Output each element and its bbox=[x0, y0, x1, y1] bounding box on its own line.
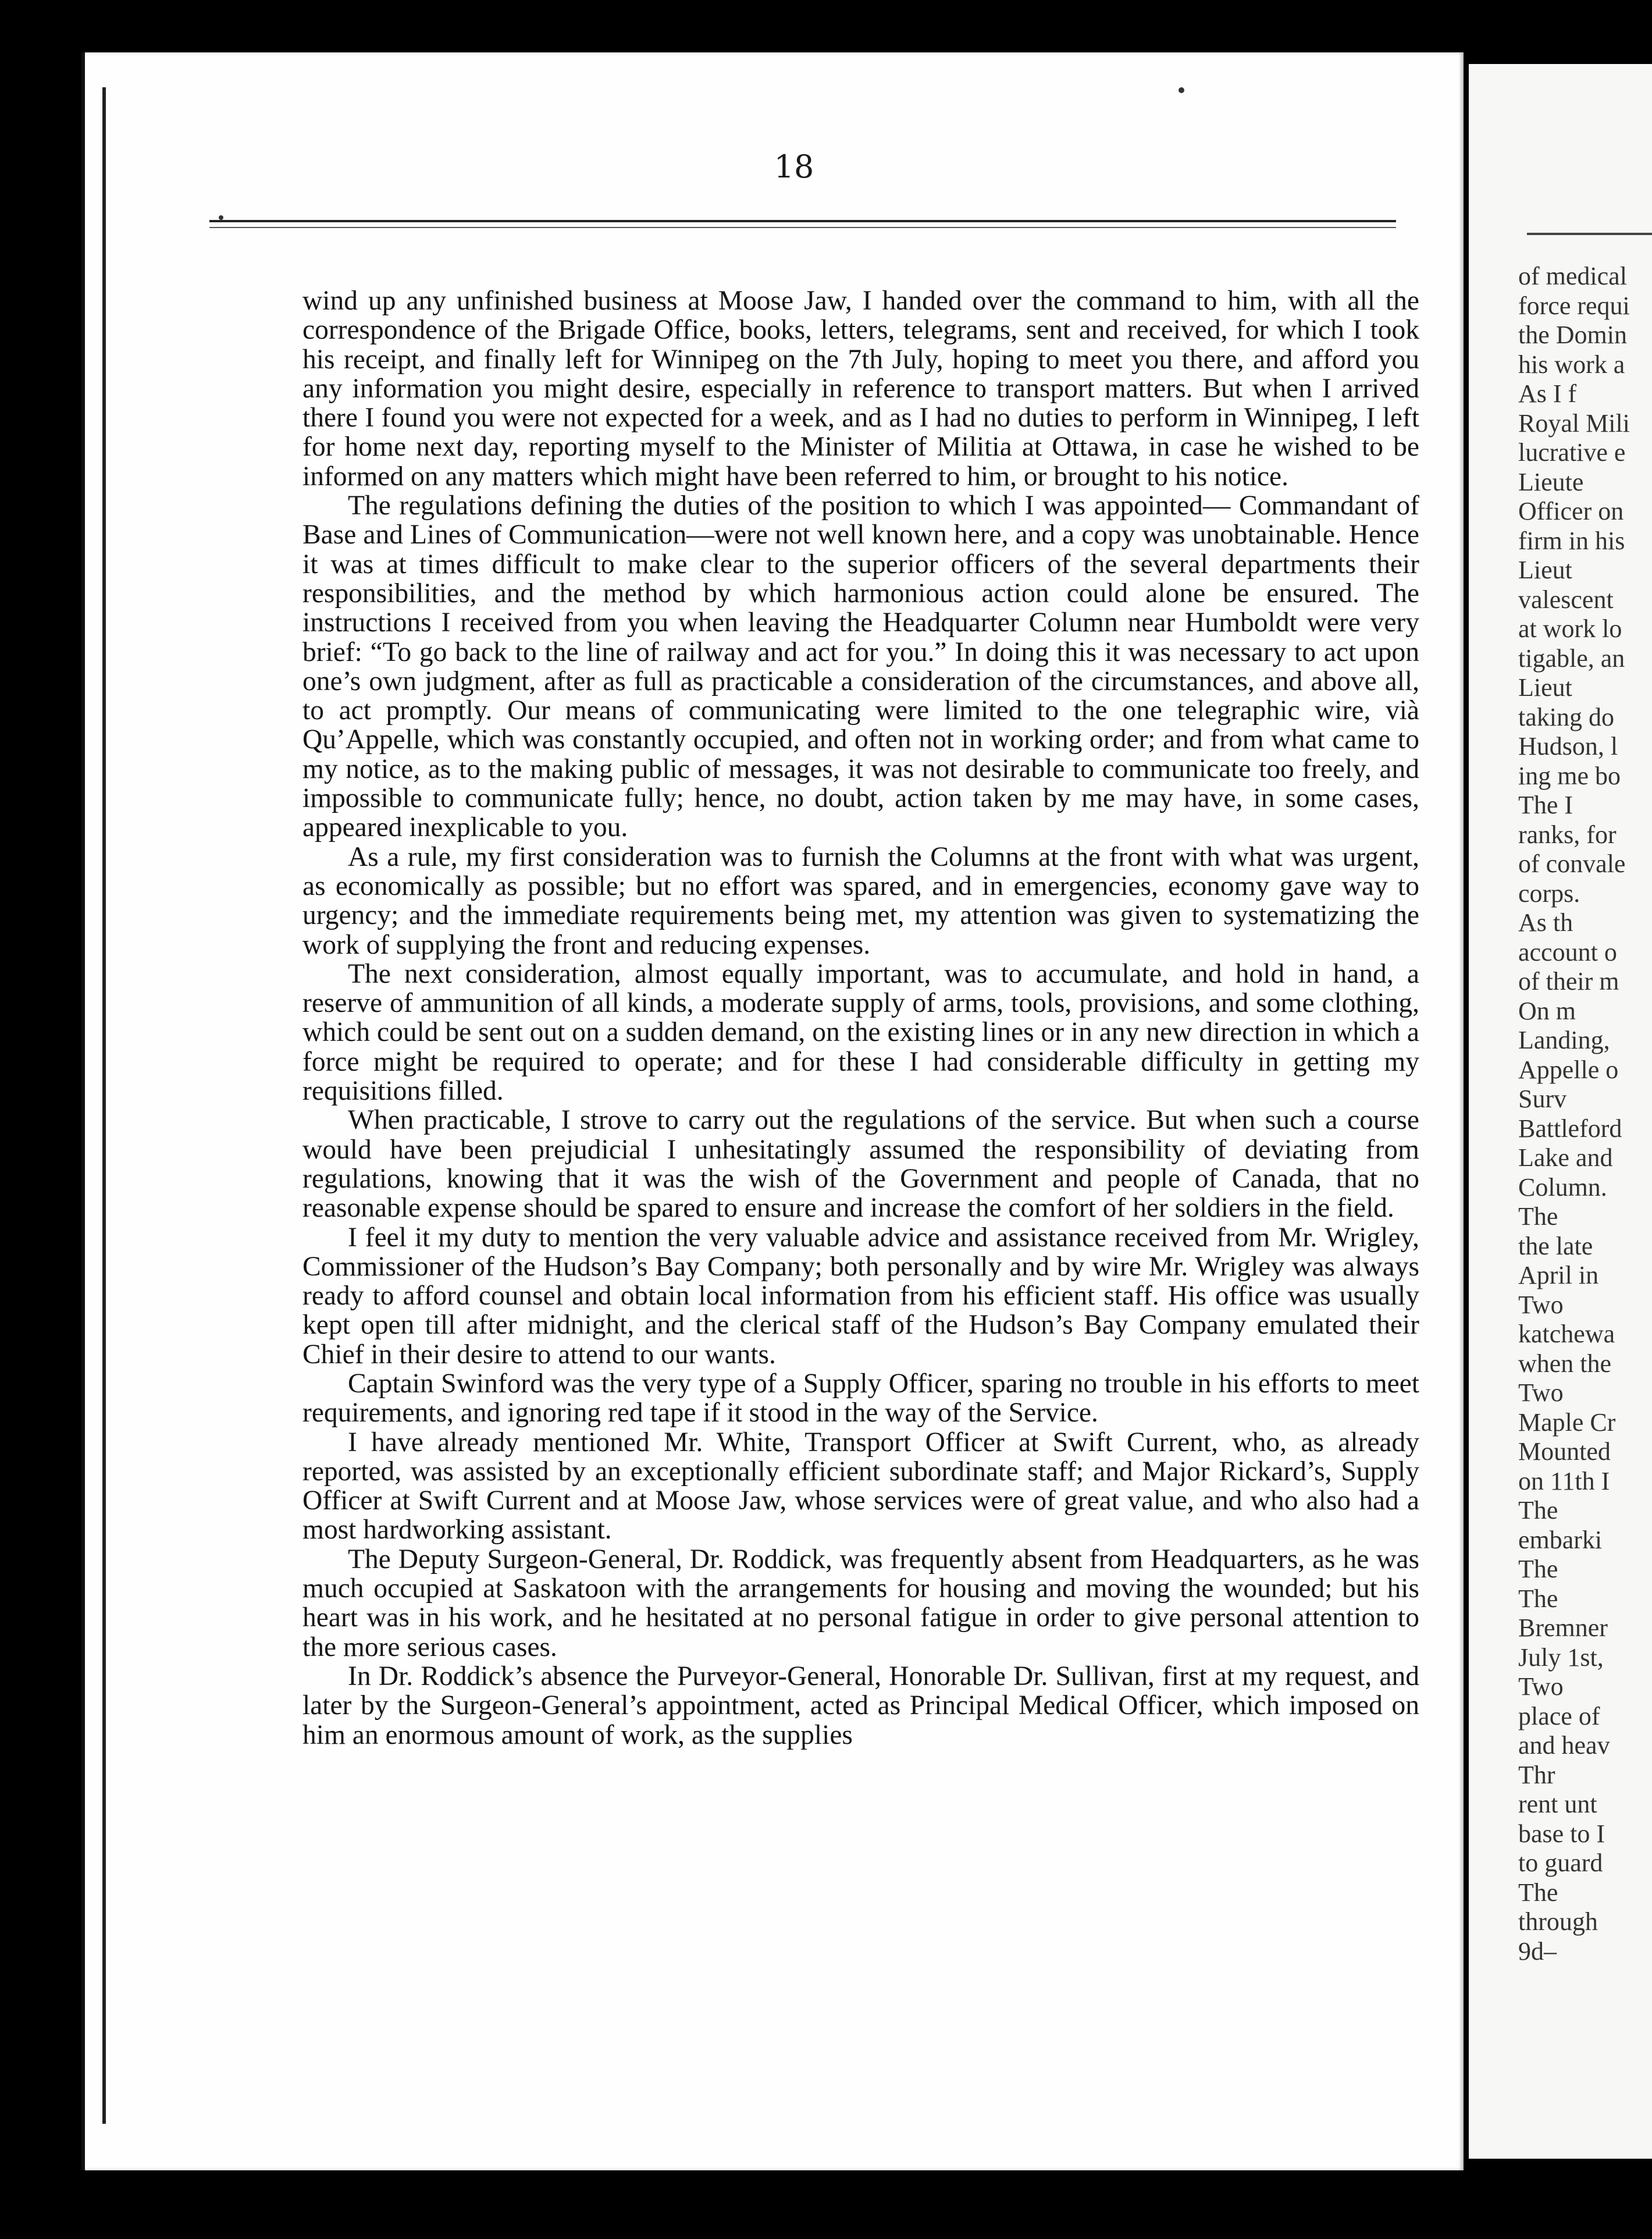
facing-page bbox=[1469, 64, 1652, 2159]
facing-page-line: Column. bbox=[1518, 1172, 1607, 1202]
facing-page-line: Bremner bbox=[1518, 1613, 1608, 1642]
facing-page-line: The bbox=[1518, 1878, 1558, 1907]
facing-page-line: Lieute bbox=[1518, 467, 1584, 496]
facing-page-line: On m bbox=[1518, 996, 1576, 1025]
facing-page-line: account o bbox=[1518, 937, 1617, 966]
facing-page-line: the Domin bbox=[1518, 321, 1627, 349]
facing-page-line: on 11th I bbox=[1518, 1466, 1610, 1495]
facing-page-line: valescent bbox=[1518, 585, 1614, 614]
facing-page-line: Mounted bbox=[1518, 1437, 1611, 1466]
facing-page-line: ranks, for bbox=[1518, 820, 1617, 849]
paragraph: As a rule, my first consideration was to furnish the Columns at the front with what was urgent, as economically as possible; but no effort was spared, and in emergencies, economy gave way to urgency; and the immediate requirements being met, my attention was given to systematizing the work of supplying the front and reducing expenses. bbox=[302, 841, 1419, 960]
facing-page-line: April in bbox=[1518, 1261, 1599, 1289]
facing-page-line: force requi bbox=[1518, 291, 1630, 320]
facing-page-line: when the bbox=[1518, 1349, 1612, 1378]
facing-page-line: tigable, an bbox=[1518, 644, 1625, 673]
paragraph: When practicable, I strove to carry out the regulations of the service. But when such a course would have been prejudicial I unhesitatingly assumed the responsibility of deviating from regulations, knowing that it was the wish of the Government and people of Canada, that no reasonable expense should be spared to ensure and increase the comfort of her soldiers in the field. bbox=[302, 1105, 1419, 1224]
facing-page-line: the late bbox=[1518, 1231, 1593, 1260]
header-rule bbox=[209, 220, 1396, 222]
facing-page-line: As th bbox=[1518, 908, 1573, 937]
paragraph: I have already mentioned Mr. White, Transport Officer at Swift Current, who, as already reported, was assisted by an exceptionally efficient subordinate staff; and Major Rickard’s, Supply Officer at Swift Current and at Moose Jaw, whose services were of great value, and who also had a most hardworking assistant. bbox=[302, 1427, 1419, 1545]
page-binding-edge bbox=[102, 87, 106, 2124]
facing-page-line: embarki bbox=[1518, 1525, 1603, 1554]
facing-page-line: Surv bbox=[1518, 1085, 1567, 1113]
facing-page-line: firm in his bbox=[1518, 526, 1625, 555]
facing-page-line: 9d– bbox=[1518, 1936, 1557, 1966]
paragraph: wind up any unfinished business at Moose Jaw, I handed over the command to him, with all the correspondence of the Brigade Office, books, letters, telegrams, sent and received, for which I took his receipt, and finally left for Winnipeg on the 7th July, hoping to meet you there, and afford you any information you might desire, especially in reference to transport matters. But when I arrived there I found you were not expected for a week, and as I had no duties to perform in Winnipeg, I left for home next day, reporting myself to the Minister of Militia at Ottawa, in case he wished to be informed on any matters which might have been referred to him, or brought to his notice. bbox=[302, 286, 1419, 492]
paragraph: The next consideration, almost equally important, was to accumulate, and hold in hand, a reserve of ammunition of all kinds, a moderate supply of arms, tools, provisions, and some clothing, which could be sent out on a sudden demand, on the existing lines or in any new direction in which a force might be required to operate; and for these I had considerable difficulty in getting my requisitions filled. bbox=[302, 958, 1419, 1107]
facing-page-line: Lake and bbox=[1518, 1143, 1613, 1172]
facing-page-line: The bbox=[1518, 1584, 1558, 1613]
facing-page-line: Appelle o bbox=[1518, 1055, 1619, 1084]
facing-page-line: through bbox=[1518, 1907, 1598, 1936]
facing-page-line: Landing, bbox=[1518, 1026, 1610, 1054]
facing-page-line: taking do bbox=[1518, 702, 1614, 731]
facing-page-line: The I bbox=[1518, 791, 1573, 819]
page-body bbox=[302, 286, 1419, 1750]
facing-page-line: base to I bbox=[1518, 1819, 1605, 1848]
facing-page-line: Royal Mili bbox=[1518, 408, 1630, 438]
facing-page-text bbox=[1518, 262, 1652, 1966]
facing-page-line: Maple Cr bbox=[1518, 1408, 1616, 1437]
facing-page-line: katchewa bbox=[1518, 1320, 1615, 1348]
facing-page-line: Battleford bbox=[1518, 1114, 1622, 1143]
facing-page-line: ing me bo bbox=[1518, 761, 1621, 790]
facing-page-line: rent unt bbox=[1518, 1790, 1597, 1818]
facing-page-rule bbox=[1527, 233, 1652, 235]
facing-page-line: As I f bbox=[1518, 379, 1577, 408]
facing-page-line: The bbox=[1518, 1202, 1558, 1231]
paragraph: The Deputy Surgeon-General, Dr. Roddick, was frequently absent from Headquarters, as he was much occupied at Saskatoon with the arrangements for housing and moving the wounded; but his heart was in his work, and he hesitated at no personal fatigue in order to give personal attention to the more serious cases. bbox=[302, 1544, 1419, 1662]
scan-speck bbox=[1179, 87, 1184, 93]
paragraph: I feel it my duty to mention the very valuable advice and assistance received from Mr. Wrigley, Commissioner of the Hudson’s Bay Company; both personally and by wire Mr. Wrigley was always ready to afford counsel and obtain local information from his efficient staff. His office was usually kept open till after midnight, and the clerical staff of the Hudson’s Bay Company emulated their Chief in their desire to attend to our wants. bbox=[302, 1222, 1419, 1370]
facing-page-line: Two bbox=[1518, 1672, 1564, 1701]
facing-page-line: and heav bbox=[1518, 1731, 1610, 1760]
paragraph: The regulations defining the duties of the position to which I was appointed— Commandant of Base and Lines of Communication—were not well known here, and a copy was unobtainable. Hence it was at times difficult to make clear to the superior officers of the several departments their responsibilities, and the method by which harmonious action could alone be ensured. The instructions I received from you when leaving the Headquarter Column near Humboldt were very brief: “To go back to the line of railway and act for you.” In doing this it was necessary to act upon one’s own judgment, after as full as practicable a consideration of the circumstances, and above all, to act promptly. Our means of communicating were limited to the one telegraphic wire, vià Qu’Appelle, which was constantly occupied, and often not in working order; and from what came to my notice, as to the making public of messages, it was not desirable to communicate too freely, and impossible to communicate fully; hence, no doubt, action taken by me may have, in some cases, appeared inexplicable to you. bbox=[302, 491, 1419, 843]
facing-page-line: place of bbox=[1518, 1701, 1600, 1730]
facing-page-line: Two bbox=[1518, 1290, 1564, 1319]
facing-page-line: Officer on bbox=[1518, 497, 1624, 525]
paragraph: In Dr. Roddick’s absence the Purveyor-General, Honorable Dr. Sullivan, first at my request, and later by the Surgeon-General’s appointment, acted as Principal Medical Officer, which imposed on him an enormous amount of work, as the supplies bbox=[302, 1661, 1419, 1750]
paragraph: Captain Swinford was the very type of a Supply Officer, sparing no trouble in his efforts to meet requirements, and ignoring red tape if it stood in the way of the Service. bbox=[302, 1368, 1419, 1428]
facing-page-line: Lieut bbox=[1518, 556, 1572, 584]
header-rule-thin bbox=[209, 227, 1396, 228]
facing-page-line: The bbox=[1518, 1496, 1558, 1524]
facing-page-line: Lieut bbox=[1518, 673, 1572, 702]
facing-page-line: The bbox=[1518, 1555, 1558, 1583]
facing-page-line: corps. bbox=[1518, 879, 1580, 908]
facing-page-line: Two bbox=[1518, 1378, 1564, 1407]
facing-page-line: at work lo bbox=[1518, 614, 1622, 643]
page-number: 18 bbox=[774, 148, 814, 185]
facing-page-line: his work a bbox=[1518, 350, 1625, 379]
facing-page-line: of medical bbox=[1518, 262, 1627, 290]
facing-page-line: of their m bbox=[1518, 967, 1619, 996]
facing-page-line: July 1st, bbox=[1518, 1643, 1604, 1672]
facing-page-line: Thr bbox=[1518, 1760, 1555, 1789]
facing-page-line: lucrative e bbox=[1518, 438, 1626, 467]
facing-page-line: to guard bbox=[1518, 1849, 1603, 1877]
facing-page-line: of convale bbox=[1518, 850, 1626, 878]
scan-speck bbox=[219, 215, 223, 220]
facing-page-line: Hudson, l bbox=[1518, 732, 1618, 760]
